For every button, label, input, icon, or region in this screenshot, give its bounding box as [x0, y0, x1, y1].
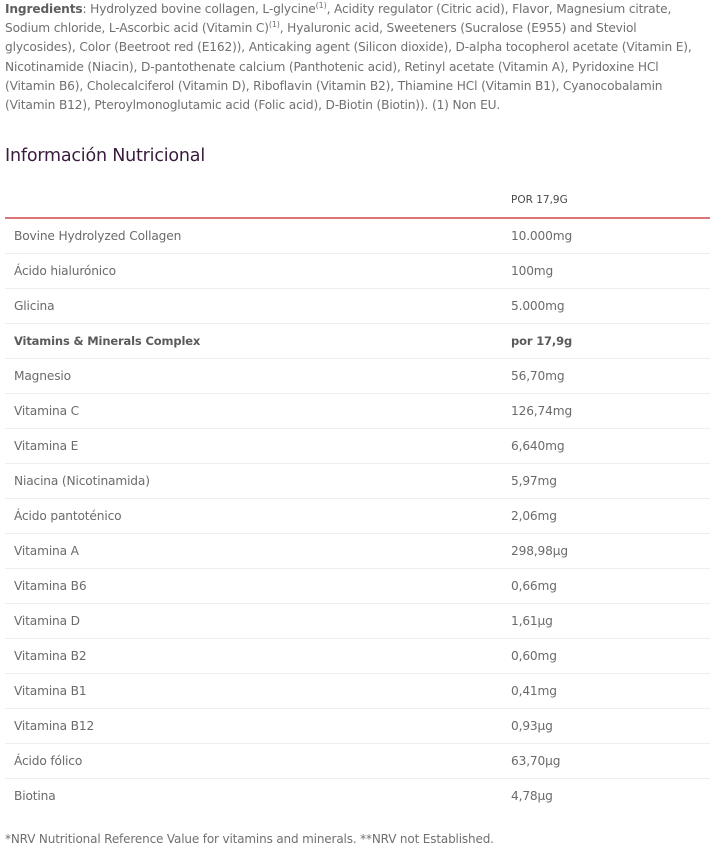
table-row: [5, 324, 710, 359]
table-row: [5, 779, 710, 814]
table-row: [5, 464, 710, 499]
nutrient-value: 126,74mg: [502, 394, 710, 429]
header-name-cell: [5, 183, 502, 218]
table-row: [5, 218, 710, 254]
nutrient-name: Magnesio: [5, 359, 502, 394]
table-row: [5, 569, 710, 604]
nutrient-name: Vitamina B2: [5, 639, 502, 674]
table-body: [5, 218, 710, 813]
nutrient-value: 56,70mg: [502, 359, 710, 394]
nutrient-name: Ácido hialurónico: [5, 254, 502, 289]
table-header-row: [5, 183, 710, 218]
table-row: [5, 359, 710, 394]
nutrient-name: Vitamina E: [5, 429, 502, 464]
table-row: [5, 499, 710, 534]
nutrient-name: Niacina (Nicotinamida): [5, 464, 502, 499]
ingredients-part: , Hyaluronic acid, Sweeteners (Sucralose (E955) and Steviol glycosides), Color (Beetroot red (E162)), Anticaking agent (Silicon dioxide), D-alpha tocopherol acetate (Vitamin E), Nicotinamide (Niacin), D-pantothenate calcium (Panthotenic acid), Retinyl acetate (Vitamin A), Pyridoxine HCl (Vitamin B6), Cholecalciferol (Vitamin D), Riboflavin (Vitamin B2), Thiamine HCl (Vitamin B1), Cyanocobalamin (Vitamin B12), Pteroylmonoglutamic acid (Folic acid), D-Biotin (Biotin)). (1) Non EU.: [5, 21, 692, 113]
nutrient-value: 10.000mg: [502, 218, 710, 254]
header-serving-cell: POR 17,9G: [502, 183, 710, 218]
nutrient-name: Ácido fólico: [5, 744, 502, 779]
nutrient-value: 5,97mg: [502, 464, 710, 499]
nutrient-value: 0,60mg: [502, 639, 710, 674]
nutrient-value: por 17,9g: [502, 324, 710, 359]
table-row: [5, 289, 710, 324]
ingredients-part: : Hydrolyzed bovine collagen, L-glycine: [82, 2, 316, 16]
nutrient-name: Vitamina C: [5, 394, 502, 429]
table-row: [5, 744, 710, 779]
table-row: [5, 534, 710, 569]
nutrient-name: Vitamina B1: [5, 674, 502, 709]
nutrient-value: 6,640mg: [502, 429, 710, 464]
nutrient-value: 298,98µg: [502, 534, 710, 569]
nrv-footnote: *NRV Nutritional Reference Value for vitamins and minerals. **NRV not Established.: [5, 832, 494, 846]
nutrient-name: Bovine Hydrolyzed Collagen: [5, 218, 502, 254]
table-row: [5, 639, 710, 674]
nutrient-name: Vitamina B12: [5, 709, 502, 744]
nutrient-name: Glicina: [5, 289, 502, 324]
table-row: [5, 604, 710, 639]
nutrient-name: Vitamina A: [5, 534, 502, 569]
nutrient-name: Vitamins & Minerals Complex: [5, 324, 502, 359]
nutrition-title: Información Nutricional: [5, 146, 205, 166]
table-row: [5, 429, 710, 464]
table-row: [5, 709, 710, 744]
table-row: [5, 674, 710, 709]
table-row: [5, 394, 710, 429]
ingredients-text: [5, 0, 710, 115]
nutrient-value: 1,61µg: [502, 604, 710, 639]
nutrient-name: Vitamina B6: [5, 569, 502, 604]
nutrient-value: 4,78µg: [511, 789, 553, 803]
ingredients-part: , Acidity regulator (Citric acid), Flavor, Magnesium citrate, Sodium chloride, L-Ascorbic acid (Vitamin C): [5, 2, 672, 36]
nutrient-value: 2,06mg: [502, 499, 710, 534]
nutrient-value: 0,93µg: [502, 709, 710, 744]
nutrient-value: 0,41mg: [502, 674, 710, 709]
ingredients-label: Ingredients: [5, 2, 83, 16]
nutrient-value: 100mg: [502, 254, 710, 289]
nutrient-value: 63,70µg: [502, 744, 710, 779]
nutrient-name: Biotina: [14, 789, 56, 803]
table-row: [5, 254, 710, 289]
footnote-marker: (1): [268, 20, 280, 30]
nutrient-name: Vitamina D: [5, 604, 502, 639]
nutrient-value: 5.000mg: [502, 289, 710, 324]
nutrition-table: [5, 183, 710, 813]
footnote-marker: (1): [315, 1, 327, 10]
nutrient-name: Ácido pantoténico: [5, 499, 502, 534]
nutrient-value: 0,66mg: [502, 569, 710, 604]
